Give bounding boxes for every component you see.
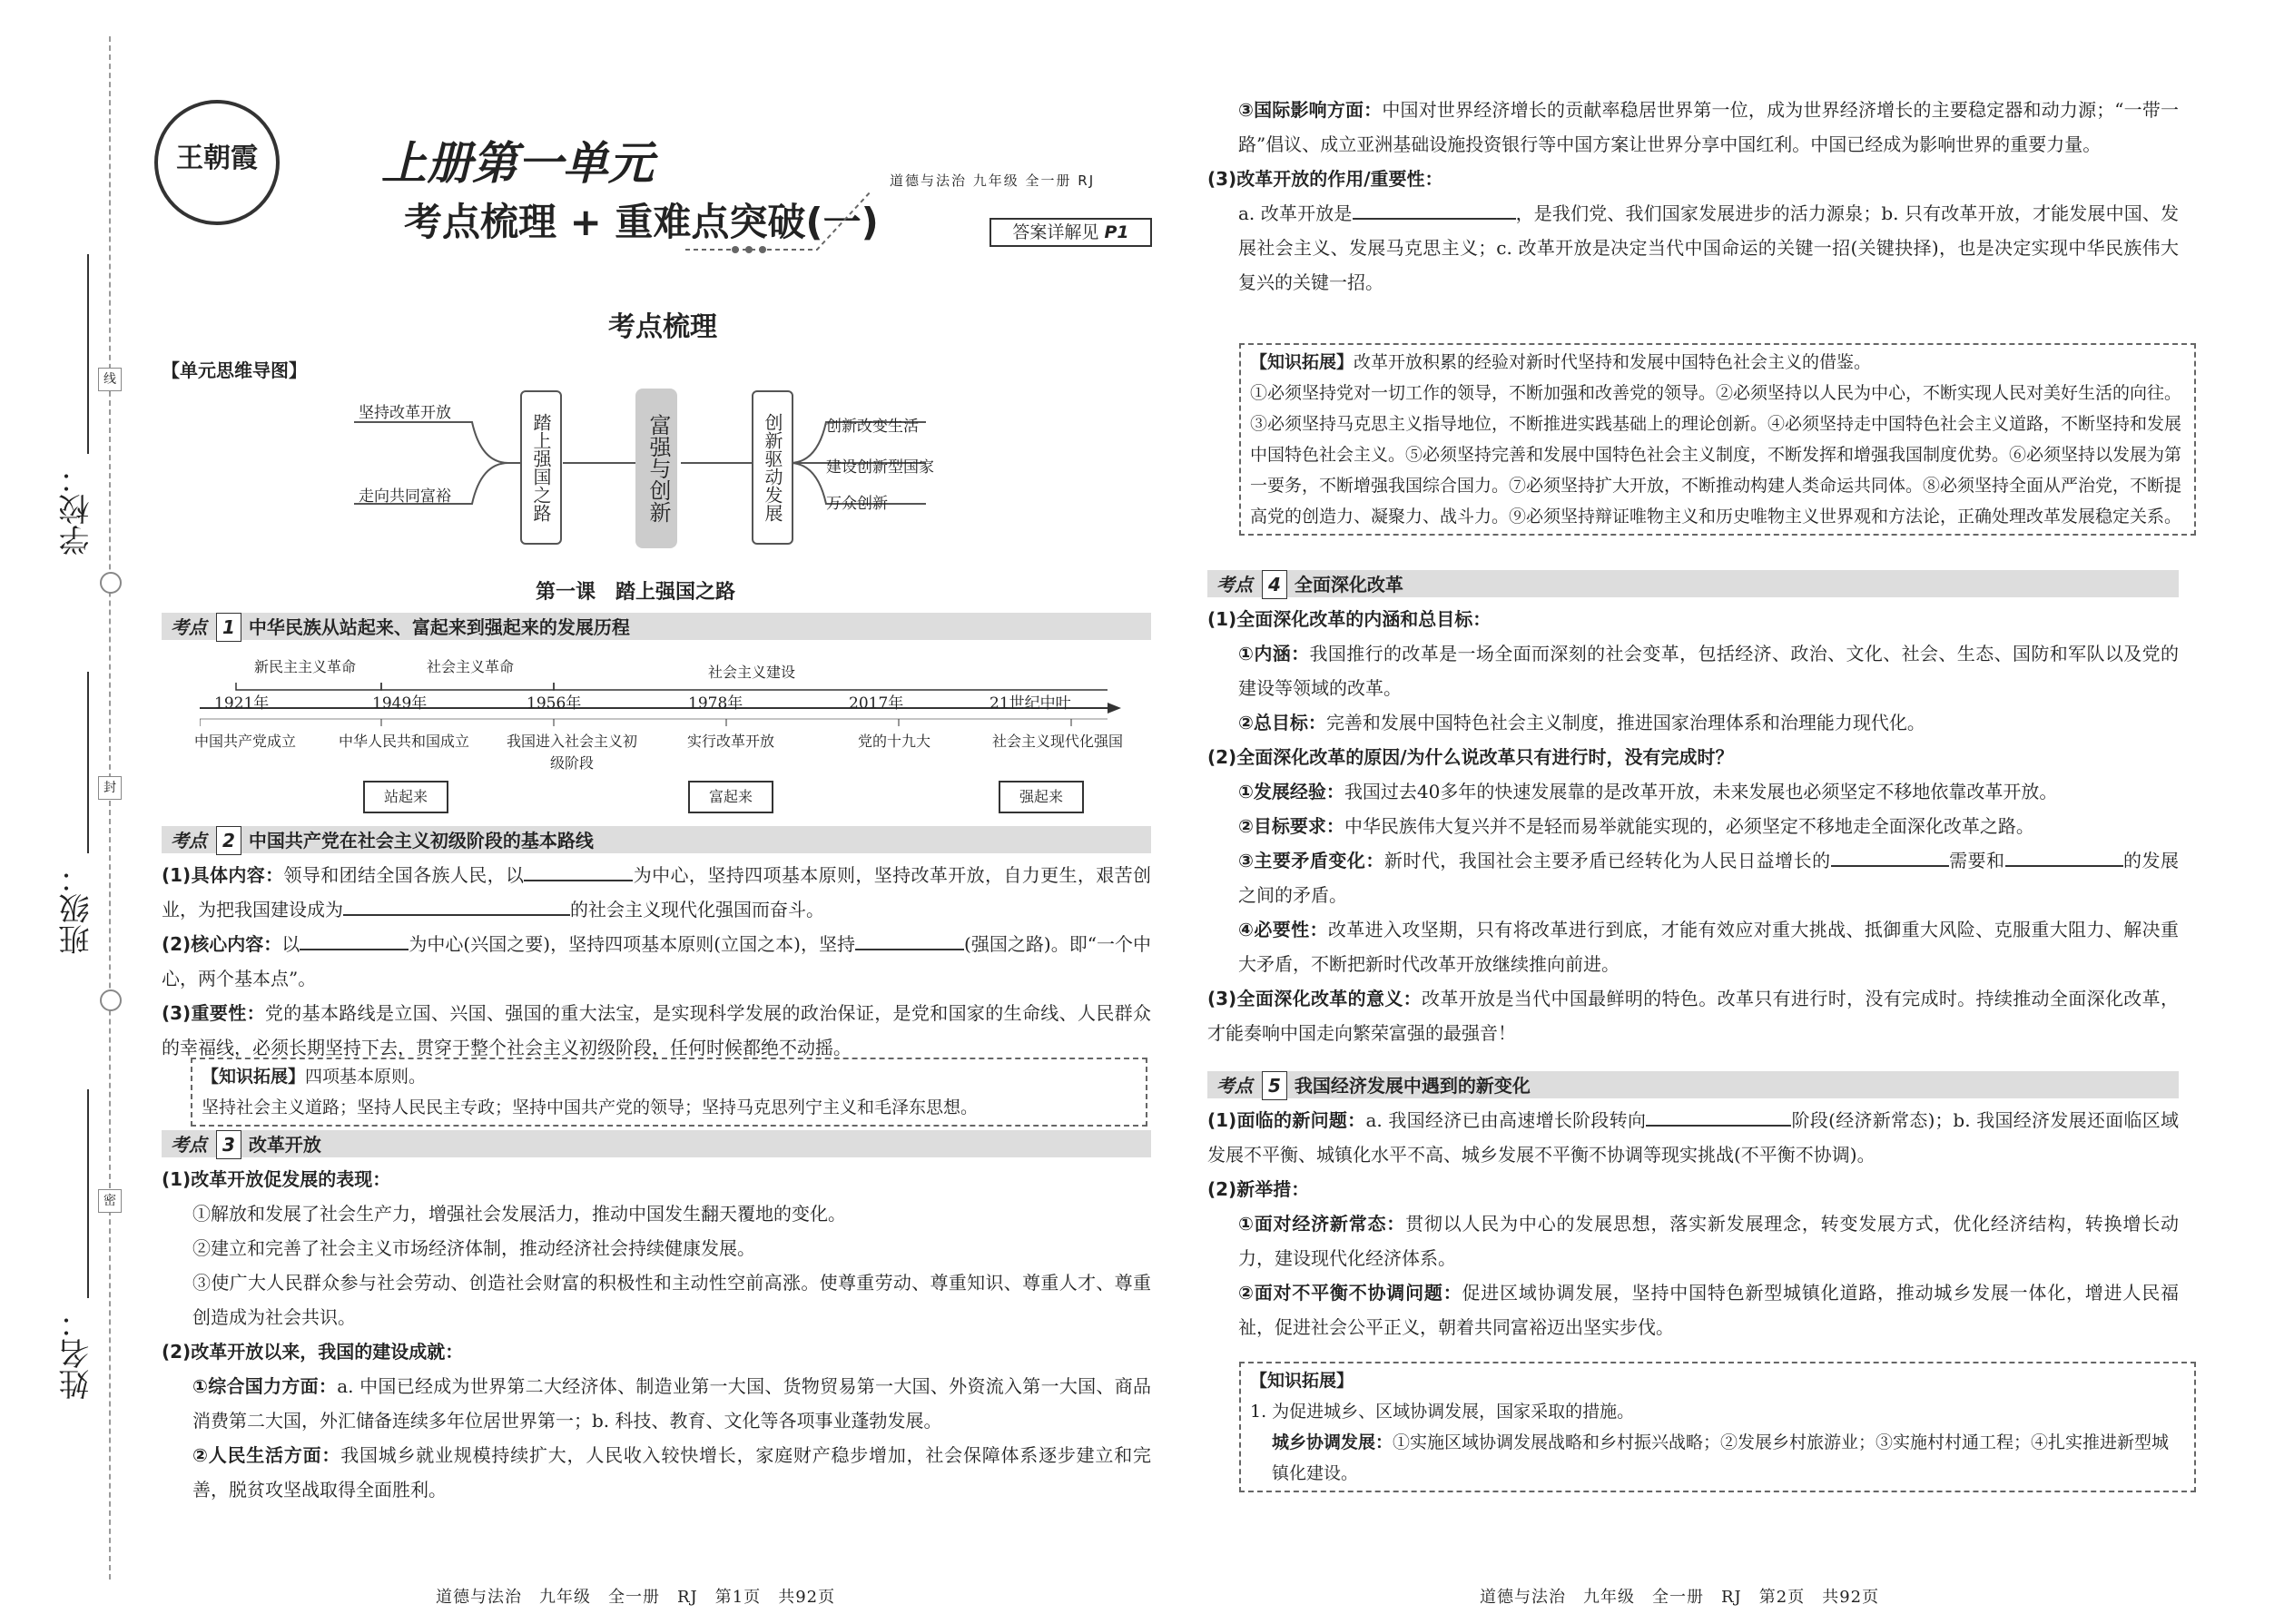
mindmap-center-node: 富强与创新 — [635, 389, 677, 548]
mindmap-leaf: 万众创新 — [826, 495, 888, 513]
kaodian-tag: 考点 — [1216, 1075, 1253, 1097]
kaodian-tag: 考点 — [171, 616, 207, 638]
item-text: 中华民族伟大复兴并不是轻而易举就能实现的，必须坚定不移地走全面深化改革之路。 — [1344, 815, 2034, 837]
item-text: a. 中国已经成为世界第二大经济体、制造业第一大国、货物贸易第一大国、外资流入第一大国、商品消费第二大国，外汇储备连续多年位居世界第一；b. 科技、教育、文化等各项事业蓬勃发展。 — [192, 1375, 1152, 1432]
kd5-knowledge-extension — [1239, 1362, 2196, 1492]
item-text: 为中心(兴国之要)，坚持四项基本原则(立国之本)，坚持 — [409, 933, 855, 955]
item-text: 贯彻以人民为中心的发展思想，落实新发展理念，转变发展方式，优化经济结构，转换增长动力，建设现代化经济体系。 — [1238, 1213, 2179, 1269]
timeline-stage: 强起来 — [999, 781, 1084, 813]
brand-logo: 王朝霞 — [154, 100, 280, 225]
class-label: 班级： — [59, 862, 95, 955]
footer-page-1: 道德与法治 九年级 全一册 RJ 第1页 共92页 — [436, 1588, 836, 1607]
kaodian-tag: 考点 — [171, 830, 207, 851]
item-label: ③主要矛盾变化： — [1238, 850, 1384, 871]
item-label: (1)面临的新问题： — [1207, 1109, 1366, 1131]
item-label: (3)全面深化改革的意义： — [1207, 988, 1423, 1009]
timeline-event: 中国共产党成立 — [193, 733, 296, 750]
extension-label: 城乡协调发展： — [1272, 1432, 1393, 1452]
class-field[interactable] — [87, 672, 89, 853]
item-text: 以 — [281, 933, 300, 955]
kd3-knowledge-extension — [1239, 343, 2196, 536]
kaodian-3-header — [162, 1130, 1151, 1157]
right-top-content — [1207, 93, 2179, 300]
fill-blank[interactable] — [855, 949, 964, 950]
extension-title: 改革开放积累的经验对新时代坚持和发展中国特色社会主义的借鉴。 — [1354, 352, 1872, 372]
kd4-content — [1207, 602, 2179, 1050]
item-label: ②总目标： — [1238, 712, 1326, 733]
kaodian-title: 全面深化改革 — [1294, 574, 1403, 595]
mindmap-leaf: 建设创新型国家 — [826, 458, 934, 477]
kaodian-number: 4 — [1262, 570, 1287, 599]
item-label: ③国际影响方面： — [1238, 99, 1383, 121]
item-heading: (2)改革开放以来，我国的建设成就： — [162, 1341, 464, 1363]
item-label: ②目标要求： — [1238, 815, 1344, 837]
timeline-year: 2017年 — [849, 694, 904, 713]
item-text: 需要和 — [1948, 850, 2005, 871]
item-text: 我国过去40多年的快速发展靠的是改革开放，未来发展也必须坚定不移地依靠改革开放。 — [1344, 781, 2058, 802]
item-text: 的发展之间的矛盾。 — [1238, 850, 2180, 906]
item-heading: (1)改革开放促发展的表现： — [162, 1168, 391, 1190]
footer-page-2: 道德与法治 九年级 全一册 RJ 第2页 共92页 — [1480, 1588, 1880, 1607]
item-text: 阶段(经济新常态)；b. 我国经济发展还面临区域发展不平衡、城镇化水平不高、城乡发展不平衡不协调等现实挑战(不平衡不协调)。 — [1207, 1109, 2180, 1166]
kaodian-tag: 考点 — [1216, 574, 1253, 595]
item-text: 我国推行的改革是一场全面而深刻的社会变革，包括经济、政治、文化、社会、生态、国防和军队以及党的建设等领域的改革。 — [1238, 643, 2180, 699]
fill-blank[interactable] — [343, 914, 570, 916]
item-label: ①综合国力方面： — [192, 1375, 338, 1397]
item-label: ①发展经验： — [1238, 781, 1344, 802]
page-subtitle: 考点梳理 + 重难点突破(一) — [404, 200, 879, 244]
kaodian-number: 1 — [216, 613, 241, 642]
fill-blank[interactable] — [524, 880, 633, 881]
timeline-event: 社会主义现代化强国 — [991, 733, 1123, 750]
fill-blank[interactable] — [1831, 865, 1949, 867]
extension-text: 坚持社会主义道路；坚持人民民主专政；坚持中国共产党的领导；坚持马克思列宁主义和毛泽东思想。 — [202, 1097, 979, 1117]
item-label: ①内涵： — [1238, 643, 1310, 664]
binding-hole — [100, 989, 122, 1011]
item-text: 中国对世界经济增长的贡献率稳居世界第一位，成为世界经济增长的主要稳定器和动力源；“一带一路”倡议、成立亚洲基础设施投资银行等中国方案让世界分享中国红利。中国已经成为影响世界的重要力量。 — [1238, 99, 2179, 155]
kaodian-number: 2 — [216, 826, 241, 855]
item-text: 改革进入攻坚期，只有将改革进行到底，才能有效应对重大挑战、抵御重大风险、克服重大阻力、解决重大矛盾，不断把新时代改革开放继续推向前进。 — [1238, 919, 2179, 975]
series-label: 道德与法治 九年级 全一册 RJ — [890, 172, 1096, 189]
binding-mark-xian: 线 — [98, 368, 122, 391]
item-text: 改革开放是当代中国最鲜明的特色。改革只有进行时，没有完成时。持续推动全面深化改革，才能奏响中国走向繁荣富强的最强音！ — [1207, 988, 2180, 1044]
unit-title: 上册第一单元 — [381, 137, 654, 190]
kd2-content — [162, 858, 1151, 1065]
extension-label: 【知识拓展】 — [1250, 352, 1354, 372]
kd2-item-2 — [162, 927, 1151, 996]
timeline-event: 中华人民共和国成立 — [338, 733, 469, 750]
kaodian-2-header — [162, 826, 1151, 853]
kaodian-title: 我国经济发展中遇到的新变化 — [1294, 1075, 1531, 1097]
item-label: (1)具体内容： — [162, 864, 284, 886]
kaodian-1-header — [162, 613, 1151, 640]
mindmap-right-node: 创新驱动发展 — [752, 390, 793, 545]
timeline-year: 21世纪中叶 — [989, 694, 1071, 713]
name-label: 姓名： — [59, 1307, 95, 1400]
extension-label: 【知识拓展】 — [202, 1067, 306, 1087]
item-text: ③使广大人民群众参与社会劳动、创造社会财富的积极性和主动性空前高涨。使尊重劳动、尊重知识、尊重人才、尊重创造成为社会共识。 — [192, 1272, 1151, 1328]
item-text: 完善和发展中国特色社会主义制度，推进国家治理体系和治理能力现代化。 — [1325, 712, 1925, 733]
binding-dashed-line — [109, 36, 111, 1580]
item-text: (强国之路)。即“一个中心，两个基本点”。 — [162, 933, 1152, 989]
kaodian-title: 中华民族从站起来、富起来到强起来的发展历程 — [248, 616, 630, 638]
timeline-period: 社会主义革命 — [427, 658, 515, 675]
kaodian-4-header — [1207, 570, 2179, 597]
mindmap-label: 【单元思维导图】 — [162, 359, 307, 381]
extension-text: 1. 为促进城乡、区域协调发展，国家采取的措施。 — [1250, 1402, 1635, 1422]
school-label: 学校： — [59, 463, 95, 556]
section-title: 考点梳理 — [608, 311, 717, 343]
timeline-year: 1921年 — [214, 694, 270, 713]
kaodian-number: 5 — [1262, 1071, 1287, 1100]
binding-mark-mi: 密 — [98, 1189, 122, 1213]
item-text: a. 改革开放是 — [1238, 202, 1353, 224]
item-label: (3)重要性： — [162, 1002, 265, 1024]
extension-text: ①必须坚持党对一切工作的领导，不断加强和改善党的领导。②必须坚持以人民为中心，不断实现人民对美好生活的向往。③必须坚持马克思主义指导地位，不断推进实践基础上的理论创新。④必须坚持走中国特色社会主义道路，不断坚持和发展中国特色社会主义。⑤必须坚持完善和发展中国特色社会主义制度，不断发挥和增强我国制度优势。⑥必须坚持以发展为第一要务，不断增强我国综合国力。⑦必须坚持扩大开放，不断推动构建人类命运共同体。⑧必须坚持全面从严治党，不断提高党的创造力、凝聚力、战斗力。⑨必须坚持辩证唯物主义和历史唯物主义世界观和方法论，正确处理改革发展稳定关系。 — [1250, 383, 2182, 527]
item-label: ④必要性： — [1238, 919, 1328, 940]
item-text: ②建立和完善了社会主义市场经济体制，推动经济社会持续健康发展。 — [192, 1237, 755, 1259]
mindmap-leaf: 走向共同富裕 — [359, 487, 451, 506]
timeline-year: 1978年 — [688, 694, 743, 713]
kd5-content — [1207, 1103, 2179, 1344]
item-heading: (3)改革开放的作用/重要性： — [1207, 168, 1443, 190]
answer-reference — [989, 218, 1152, 247]
item-label: ②人民生活方面： — [192, 1444, 341, 1466]
answer-label: 答案详解见 — [1012, 222, 1099, 242]
timeline-year: 1949年 — [372, 694, 428, 713]
answer-page: P1 — [1104, 222, 1129, 242]
timeline-period: 新民主主义革命 — [254, 658, 357, 675]
school-field[interactable] — [87, 254, 89, 454]
header-decoration — [681, 186, 881, 259]
item-text: 促进区域协调发展，坚持中国特色新型城镇化道路，推动城乡发展一体化，增进人民福祉，促进社会公平正义，朝着共同富裕迈出坚实步伐。 — [1238, 1282, 2179, 1338]
binding-mark-feng: 封 — [98, 776, 122, 800]
timeline-event: 党的十九大 — [857, 733, 930, 750]
binding-hole — [100, 572, 122, 594]
item-text: 我国城乡就业规模持续扩大，人民收入较快增长，家庭财产稳步增加，社会保障体系逐步建立和完善，脱贫攻坚战取得全面胜利。 — [192, 1444, 1151, 1501]
item-text: 领导和团结全国各族人民，以 — [283, 864, 525, 886]
item-text: 新时代，我国社会主要矛盾已经转化为人民日益增长的 — [1383, 850, 1831, 871]
item-heading: (2)新举措： — [1207, 1178, 1310, 1200]
mindmap-left-node: 踏上强国之路 — [520, 390, 562, 545]
timeline-stage: 富起来 — [688, 781, 773, 813]
item-text: 党的基本路线是立国、兴国、强国的重大法宝，是实现科学发展的政治保证，是党和国家的生命线、人民群众的幸福线，必须长期坚持下去，贯穿于整个社会主义初级阶段，任何时候都绝不动摇。 — [162, 1002, 1152, 1058]
item-heading: (1)全面深化改革的内涵和总目标： — [1207, 608, 1492, 630]
item-text: a. 我国经济已由高速增长阶段转向 — [1365, 1109, 1647, 1131]
item-text: ①解放和发展了社会生产力，增强社会发展活力，推动中国发生翻天覆地的变化。 — [192, 1203, 846, 1225]
kaodian-tag: 考点 — [171, 1134, 207, 1156]
kaodian-title: 中国共产党在社会主义初级阶段的基本路线 — [248, 830, 594, 851]
kaodian-number: 3 — [216, 1130, 241, 1159]
item-heading: (2)全面深化改革的原因/为什么说改革只有进行时，没有完成时？ — [1207, 746, 1734, 768]
mindmap-leaf: 坚持改革开放 — [359, 404, 451, 422]
kd2-item-3 — [162, 996, 1151, 1065]
lesson-title: 第一课 踏上强国之路 — [536, 581, 736, 604]
kd2-knowledge-extension — [191, 1058, 1147, 1127]
timeline-event: 实行改革开放 — [686, 733, 774, 750]
fill-blank[interactable] — [300, 949, 409, 950]
extension-title: 四项基本原则。 — [305, 1067, 427, 1087]
timeline-period: 社会主义建设 — [708, 664, 796, 681]
kaodian-title: 改革开放 — [248, 1134, 321, 1156]
timeline-year: 1956年 — [527, 694, 582, 713]
name-field[interactable] — [87, 1089, 89, 1298]
item-label: ①面对经济新常态： — [1238, 1213, 1406, 1235]
mindmap-leaf: 创新改变生活 — [826, 418, 919, 436]
timeline-event: 我国进入社会主义初级阶段 — [506, 733, 637, 772]
fill-blank[interactable] — [1646, 1125, 1791, 1127]
item-label: ②面对不平衡不协调问题： — [1238, 1282, 1462, 1304]
extension-text: ①实施区域协调发展战略和乡村振兴战略；②发展乡村旅游业；③实施村村通工程；④扎实推进新型城镇化建设。 — [1272, 1432, 2170, 1483]
timeline-stage: 站起来 — [363, 781, 448, 813]
extension-label: 【知识拓展】 — [1250, 1371, 1354, 1391]
item-text: 的社会主义现代化强国而奋斗。 — [570, 899, 824, 920]
fill-blank[interactable] — [2005, 865, 2123, 867]
item-label: (2)核心内容： — [162, 933, 282, 955]
item-text: ，是我们党、我们国家发展进步的活力源泉；b. 只有改革开放，才能发展中国、发展社会主义、发展马克思主义；c. 改革开放是决定当代中国命运的关键一招(关键抉择)，也是决定实现中华民族伟大复兴的关键一招。 — [1238, 202, 2179, 293]
kd3-content — [162, 1162, 1151, 1507]
item-text: 为中心，坚持四项基本原则，坚持改革开放，自力更生，艰苦创业，为把我国建设成为 — [162, 864, 1152, 920]
kaodian-5-header — [1207, 1071, 2179, 1098]
fill-blank[interactable] — [1353, 218, 1516, 220]
kd2-item-1 — [162, 858, 1151, 927]
